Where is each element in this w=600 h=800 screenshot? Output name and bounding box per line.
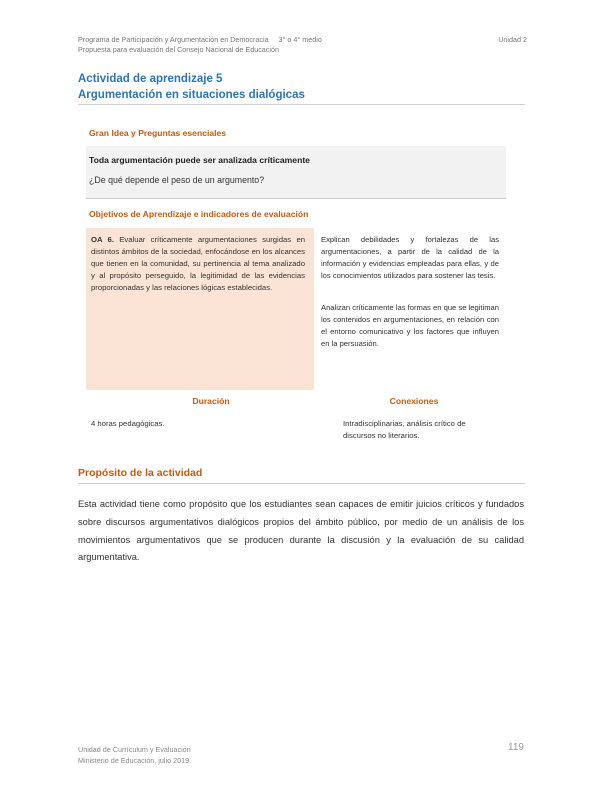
footer-ministry: Ministerio de Educación, julio 2019. [78, 756, 192, 765]
duration-heading: Duración [192, 396, 230, 406]
page-header [78, 35, 527, 55]
essential-question: ¿De qué depende el peso de un argumento? [89, 175, 265, 185]
program-title: Programa de Participación y Argumentación en Democracia 3° o 4° medio [78, 35, 322, 44]
big-idea-heading: Gran Idea y Preguntas esenciales [89, 128, 227, 138]
activity-title: Actividad de aprendizaje 5 [78, 73, 223, 85]
activity-title-block [78, 71, 528, 103]
page-footer [78, 744, 191, 766]
big-idea-box [86, 146, 506, 199]
oa-code: OA 6. [91, 235, 114, 244]
page-number: 119 [508, 742, 524, 753]
big-idea-title: Toda argumentación puede ser analizada críticamente [89, 155, 310, 165]
indicator-1: Explican debilidades y fortalezas de las argumentaciones, a partir de la calidad de la información y evidencias empleadas para ellas, y de los conocimientos utilizados para sostener las tesis. [321, 235, 499, 280]
unit-label: Unidad 2 [498, 35, 527, 44]
oa-text [91, 234, 305, 294]
purpose-divider [78, 483, 525, 484]
duration-value: 4 horas pedagógicas. [91, 419, 165, 428]
purpose-text: Esta actividad tiene como propósito que los estudiantes sean capaces de emitir juicios críticos y fundados sobre discursos argumentativos dialógicos propios del ámbito público, por medio de un análisis de los movimientos argumentativos que se producen durante la discusión y la evaluación de su calidad argumentativa. [78, 499, 524, 563]
connections-value: Intradisciplinarias, análisis crítico de discursos no literarios. [343, 419, 466, 440]
objectives-heading: Objetivos de Aprendizaje e indicadores de evaluación [89, 209, 309, 219]
oa-description: Evaluar críticamente argumentaciones surgidas en distintos ámbitos de la sociedad, enfocándose en los alcances que tienen en la comunidad, su pertinencia al tema analizado y al propósito perseguido, la legitimidad de las evidencias proporcionadas y las relaciones lógicas establecidas. [91, 235, 306, 293]
footer-unit: Unidad de Currículum y Evaluación [78, 745, 191, 754]
purpose-heading: Propósito de la actividad [78, 467, 203, 479]
title-divider [78, 104, 525, 105]
connections-heading: Conexiones [389, 396, 439, 406]
activity-subtitle: Argumentación en situaciones dialógicas [78, 89, 305, 101]
program-subtitle: Propuesta para evaluación del Consejo Nacional de Educación [78, 45, 279, 54]
indicator-2: Analizan críticamente las formas en que se legitiman los contenidos en argumentaciones, en relación con el entorno comunicativo y los factores que influyen en la persuasión. [321, 303, 499, 348]
